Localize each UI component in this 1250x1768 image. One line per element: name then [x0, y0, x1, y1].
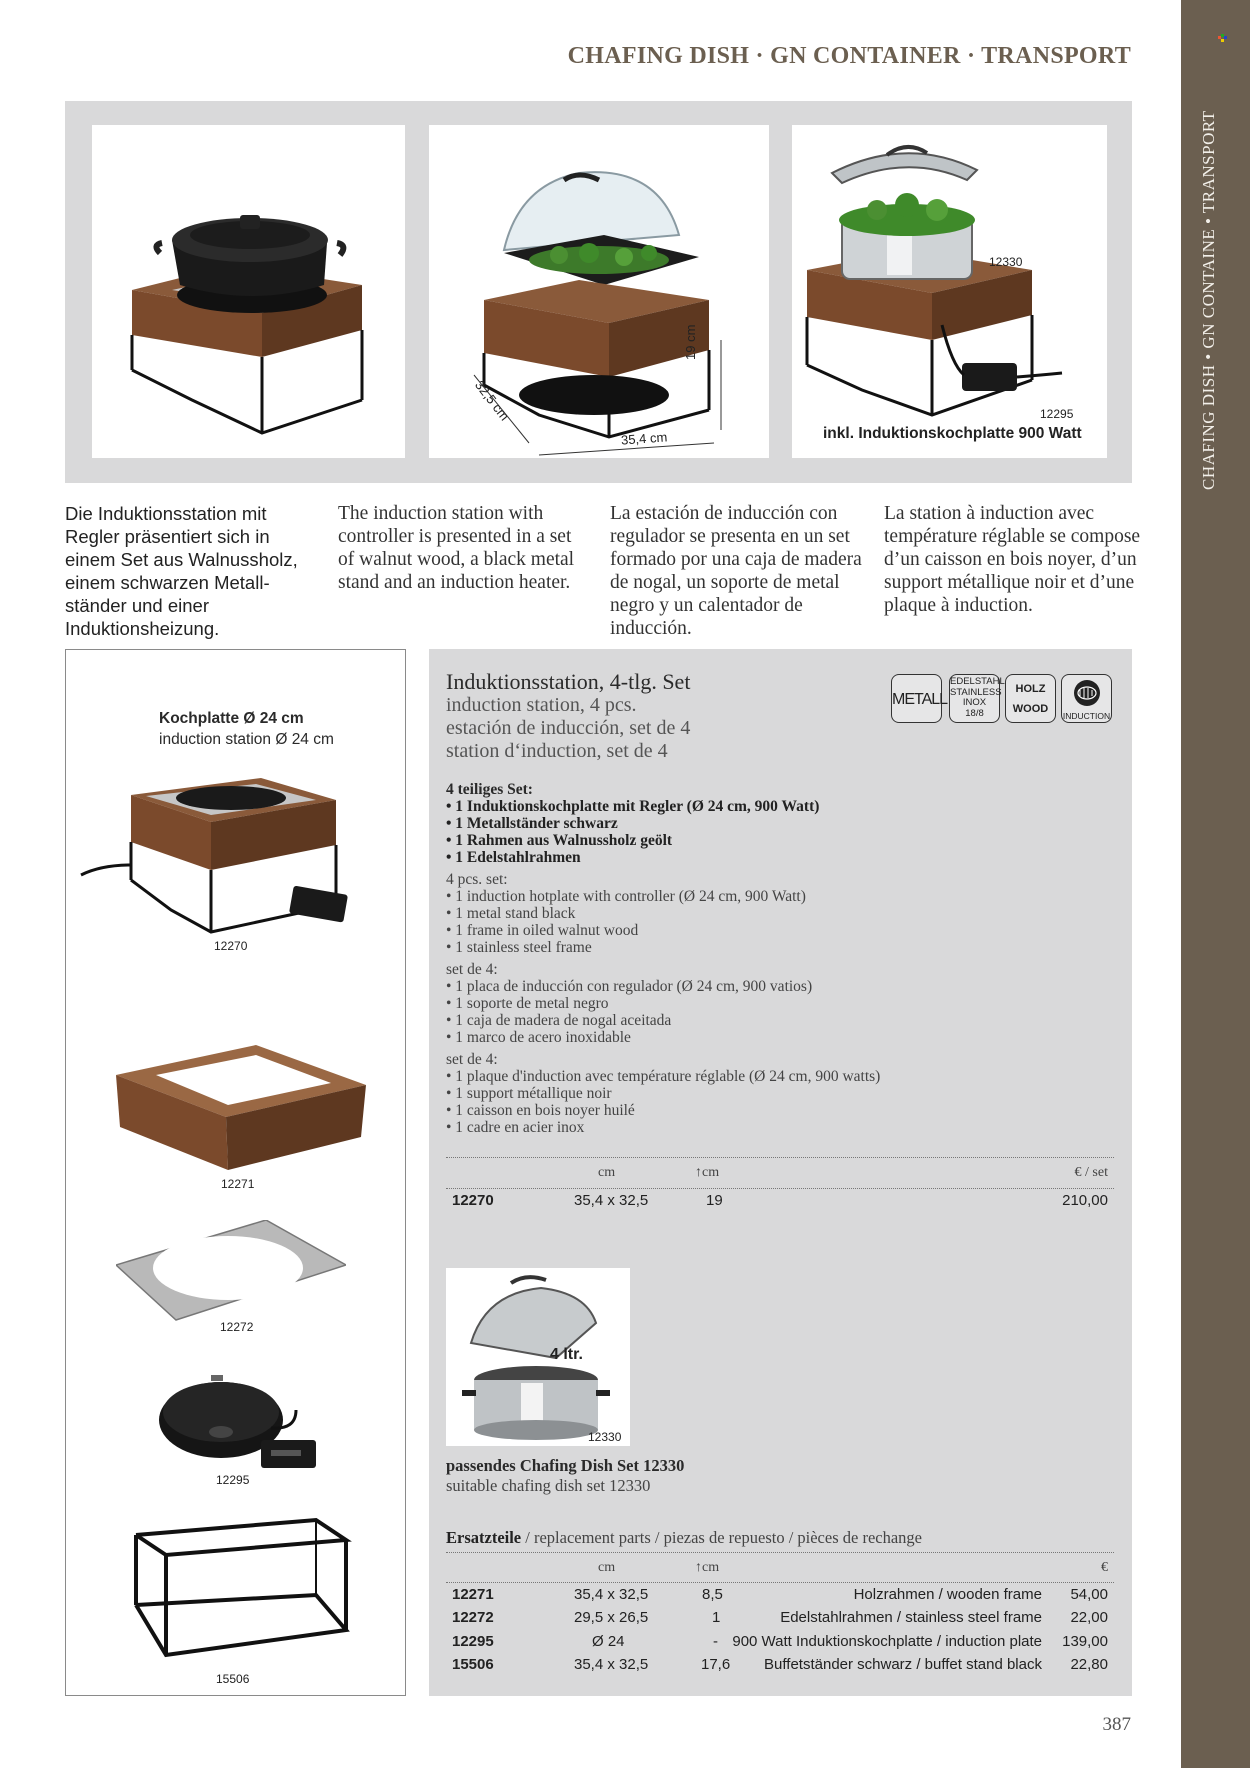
- component-buffet-stand-illustration: [126, 1515, 356, 1665]
- spare-desc: Edelstahlrahmen / stainless steel frame: [780, 1609, 1042, 1626]
- table-divider: [446, 1552, 1114, 1553]
- main-table-code: 12270: [452, 1192, 494, 1209]
- main-table-size: 35,4 x 32,5: [574, 1192, 649, 1209]
- set-item-en: • 1 induction hotplate with controller (Ø 24 cm, 900 Watt): [446, 888, 806, 905]
- main-table-header-height-label: cm: [702, 1165, 720, 1180]
- set-item-de: • 1 Rahmen aus Walnussholz geölt: [446, 832, 673, 849]
- description-fr: La station à induction avec température réglable se compose d’un caisson en bois noyer, d’un support métallique noir et d’une plaque à induction.: [884, 503, 1141, 616]
- set-item-fr: • 1 plaque d'induction avec température réglable (Ø 24 cm, 900 watts): [446, 1068, 881, 1085]
- pot-station-illustration: [92, 125, 405, 458]
- spare-price: 54,00: [1070, 1586, 1108, 1603]
- spare-code: 12295: [452, 1633, 494, 1650]
- badge-wood-label-1: HOLZ: [1015, 683, 1046, 695]
- product-subtitle-es: estación de inducción, set de 4: [446, 717, 691, 739]
- product-title: Induktionsstation, 4-tlg. Set: [446, 669, 691, 694]
- badge-steel-label-3: INOX: [962, 697, 987, 708]
- component-code-12272: 12272: [220, 1320, 254, 1334]
- component-code-12271: 12271: [221, 1177, 255, 1191]
- set-item-es: • 1 marco de acero inoxidable: [446, 1029, 631, 1046]
- table-divider: [446, 1188, 1114, 1189]
- page-number: 387: [1102, 1714, 1131, 1735]
- set-item-es: • 1 caja de madera de nogal aceitada: [446, 1012, 672, 1029]
- main-table-price: 210,00: [1062, 1192, 1108, 1209]
- spare-table-header-height-label: cm: [702, 1560, 720, 1575]
- spare-height: 8,5: [702, 1586, 723, 1603]
- components-box: [65, 649, 406, 1696]
- product-subtitle-en: induction station, 4 pcs.: [446, 694, 637, 716]
- table-divider: [446, 1157, 1114, 1158]
- set-item-es: • 1 soporte de metal negro: [446, 995, 609, 1012]
- set-item-en: • 1 stainless steel frame: [446, 939, 592, 956]
- table-divider: [446, 1582, 1114, 1583]
- sidebar-label: CHAFING DISH • GN CONTAINE • TRANSPORT: [1199, 110, 1218, 490]
- photo-chafing-station: [792, 125, 1107, 458]
- height-arrow-icon: ↑: [695, 1165, 702, 1180]
- spare-desc: Holzrahmen / wooden frame: [853, 1586, 1042, 1603]
- spare-price: 22,00: [1070, 1609, 1108, 1626]
- badge-induction-label: INDUCTION: [1062, 711, 1111, 721]
- set-item-en: • 1 metal stand black: [446, 905, 576, 922]
- top-photo-panel: [65, 101, 1132, 483]
- set-item-es: • 1 placa de inducción con regulador (Ø 24 cm, 900 vatios): [446, 978, 813, 995]
- spare-price: 22,80: [1070, 1656, 1108, 1673]
- component-code-15506: 15506: [216, 1672, 250, 1686]
- main-table-header-size: cm: [598, 1165, 616, 1180]
- spare-desc: 900 Watt Induktionskochplatte / induction plate: [732, 1633, 1042, 1650]
- product-subtitle-fr: station d‘induction, set de 4: [446, 740, 668, 762]
- description-es: La estación de inducción con regulador se presenta en un set formado por una caja de madera de nogal, un soporte de metal negro y un calentador de inducción.: [610, 503, 862, 639]
- dim-width-label: 35,4 cm: [620, 429, 668, 448]
- spare-height: -: [713, 1633, 718, 1650]
- spare-table-header-price: €: [1101, 1560, 1108, 1575]
- components-title: Kochplatte Ø 24 cm: [159, 710, 304, 727]
- badge-steel-label-1: EDELSTAHL: [950, 676, 1005, 687]
- chafing-code-label: 12330: [588, 1430, 622, 1444]
- chafing-title: passendes Chafing Dish Set 12330: [446, 1456, 685, 1475]
- dim-depth-label: 32,5 cm: [471, 377, 513, 424]
- chafing-subtitle: suitable chafing dish set 12330: [446, 1476, 651, 1495]
- spare-parts-title: [446, 1528, 922, 1548]
- component-station-illustration: [71, 770, 401, 940]
- material-badge-metal: [891, 674, 948, 723]
- spare-table-header-height: [695, 1560, 719, 1576]
- badge-wood-label-2: WOOD: [1012, 703, 1049, 715]
- set-item-en: • 1 frame in oiled walnut wood: [446, 922, 639, 939]
- description-en: The induction station with controller is presented in a set of walnut wood, a black metal stand and an induction heater.: [338, 503, 575, 593]
- dome-station-illustration: [429, 125, 769, 458]
- spare-size: 29,5 x 26,5: [574, 1609, 649, 1626]
- set-contents-es-head: set de 4:: [446, 961, 498, 978]
- component-wood-frame-illustration: [116, 1045, 366, 1175]
- chafing-dish-illustration: [446, 1268, 630, 1446]
- page-header-title: CHAFING DISH · GN CONTAINER · TRANSPORT: [567, 43, 1131, 69]
- badge-steel-label-4: 18/8: [965, 707, 984, 719]
- main-table-height: 19: [706, 1192, 723, 1209]
- set-item-fr: • 1 support métallique noir: [446, 1085, 612, 1102]
- spare-size: Ø 24: [592, 1633, 625, 1650]
- set-item-de: • 1 Induktionskochplatte mit Regler (Ø 24 cm, 900 Watt): [446, 798, 820, 815]
- material-badge-induction: [1061, 674, 1112, 723]
- spare-height: 1: [712, 1609, 721, 1626]
- chafing-dish-photo: [446, 1268, 630, 1446]
- components-subtitle: induction station Ø 24 cm: [159, 731, 334, 748]
- print-color-mark: [1218, 34, 1230, 44]
- set-item-de: • 1 Metallständer schwarz: [446, 815, 618, 832]
- badge-metal-label: METALL: [892, 691, 948, 708]
- photo-caption: inkl. Induktionskochplatte 900 Watt: [823, 425, 1082, 442]
- component-steel-frame-illustration: [116, 1220, 346, 1330]
- main-table-header-price: € / set: [1074, 1165, 1108, 1180]
- material-badge-stainless: [949, 674, 1005, 723]
- spare-size: 35,4 x 32,5: [574, 1586, 649, 1603]
- spare-parts-title-rest: / replacement parts / piezas de repuesto / pièces de rechange: [521, 1528, 922, 1547]
- spare-desc: Buffetständer schwarz / buffet stand black: [764, 1656, 1042, 1673]
- set-item-de: • 1 Edelstahlrahmen: [446, 849, 581, 866]
- sidebar-label-wrap: [1199, 110, 1239, 910]
- photo-dome-station: [429, 125, 769, 458]
- component-hotplate-illustration: [156, 1360, 346, 1480]
- product-panel: [429, 649, 1132, 1696]
- spare-parts-title-bold: Ersatzteile: [446, 1528, 522, 1547]
- set-contents-fr-head: set de 4:: [446, 1051, 498, 1068]
- material-badge-wood: [1005, 674, 1056, 723]
- photo-pot-station: [92, 125, 405, 458]
- spare-size: 35,4 x 32,5: [574, 1656, 649, 1673]
- set-contents-de-head: 4 teiliges Set:: [446, 781, 533, 798]
- spare-height: 17,6: [701, 1656, 731, 1673]
- spare-table-header-size: cm: [598, 1560, 616, 1575]
- chafing-volume-label: 4 ltr.: [550, 1346, 583, 1363]
- photo-code-plate: 12295: [1040, 407, 1074, 421]
- spare-price: 139,00: [1062, 1633, 1108, 1650]
- description-de: Die Induktionsstation mit Regler präsentiert sich in einem Set aus Walnussholz, einem schwarzen Metallständer und einer Induktionsheizung.: [65, 503, 298, 639]
- spare-code: 12271: [452, 1586, 494, 1603]
- induction-coil-icon: [1067, 678, 1107, 710]
- set-contents-en-head: 4 pcs. set:: [446, 871, 508, 888]
- photo-code-chafing: 12330: [989, 255, 1023, 269]
- badge-steel-label-2: STAINLESS: [950, 686, 1002, 698]
- set-item-fr: • 1 cadre en acier inox: [446, 1119, 585, 1136]
- spare-code: 12272: [452, 1609, 494, 1626]
- dim-height-label: 19 cm: [683, 324, 698, 360]
- component-code-12295: 12295: [216, 1473, 250, 1487]
- component-code-12270: 12270: [214, 939, 248, 953]
- spare-code: 15506: [452, 1656, 494, 1673]
- set-contents: [446, 781, 1126, 1136]
- set-item-fr: • 1 caisson en bois noyer huilé: [446, 1102, 635, 1119]
- height-arrow-icon: ↑: [695, 1560, 702, 1575]
- main-table-header-height: [695, 1165, 719, 1181]
